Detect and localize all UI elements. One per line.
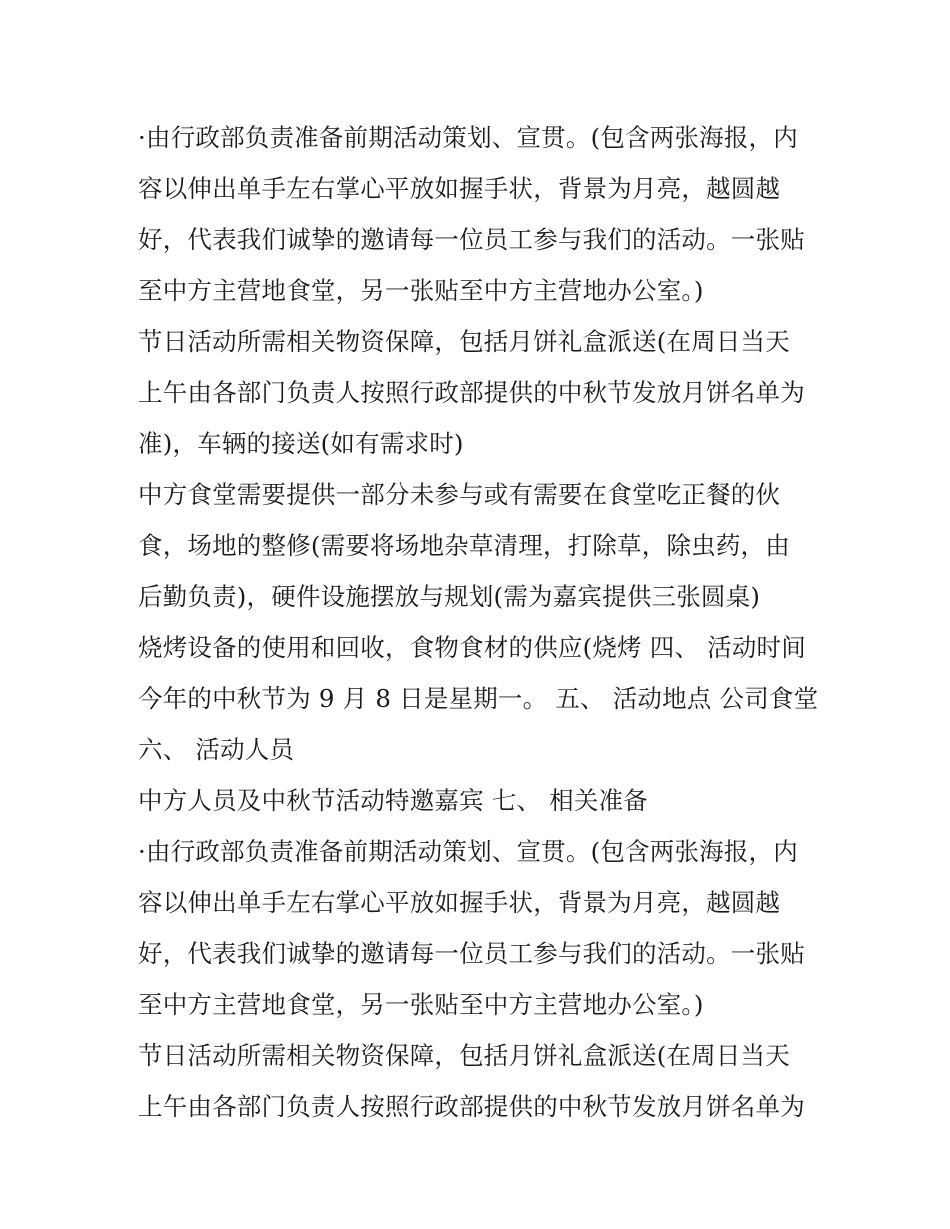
text-line: 至中方主营地食堂，另一张贴至中方主营地办公室。) xyxy=(138,276,704,305)
text-line: 准)，车辆的接送(如有需求时) xyxy=(138,429,464,458)
text-line: 节日活动所需相关物资保障，包括月饼礼盒派送(在周日当天 xyxy=(138,327,790,356)
text-line: ·由行政部负责准备前期活动策划、宣贯。(包含两张海报，内 xyxy=(138,837,798,866)
text-line: 好，代表我们诚挚的邀请每一位员工参与我们的活动。一张贴 xyxy=(138,225,805,254)
text-line: 六、 活动人员 xyxy=(138,735,295,764)
text-line: 中方食堂需要提供一部分未参与或有需要在食堂吃正餐的伙 xyxy=(138,480,781,509)
text-line: 中方人员及中秋节活动特邀嘉宾 七、 相关准备 xyxy=(138,786,648,815)
text-line: 上午由各部门负责人按照行政部提供的中秋节发放月饼名单为 xyxy=(138,378,805,407)
text-line: ·由行政部负责准备前期活动策划、宣贯。(包含两张海报，内 xyxy=(138,123,798,152)
text-line: 好，代表我们诚挚的邀请每一位员工参与我们的活动。一张贴 xyxy=(138,939,805,968)
text-line: 上午由各部门负责人按照行政部提供的中秋节发放月饼名单为 xyxy=(138,1092,805,1121)
text-line: 至中方主营地食堂，另一张贴至中方主营地办公室。) xyxy=(138,990,704,1019)
text-line: 容以伸出单手左右掌心平放如握手状，背景为月亮，越圆越 xyxy=(138,888,781,917)
text-line: 节日活动所需相关物资保障，包括月饼礼盒派送(在周日当天 xyxy=(138,1041,790,1070)
text-line: 今年的中秋节为 9 月 8 日是星期一。 五、 活动地点 公司食堂 xyxy=(138,684,819,713)
document-body xyxy=(138,112,828,1132)
text-line: 烧烤设备的使用和回收，食物食材的供应(烧烤 四、 活动时间 xyxy=(138,633,806,662)
text-line: 后勤负责)，硬件设施摆放与规划(需为嘉宾提供三张圆桌) xyxy=(138,582,761,611)
text-line: 食，场地的整修(需要将场地杂草清理，打除草，除虫药，由 xyxy=(138,531,790,560)
text-line: 容以伸出单手左右掌心平放如握手状，背景为月亮，越圆越 xyxy=(138,174,781,203)
